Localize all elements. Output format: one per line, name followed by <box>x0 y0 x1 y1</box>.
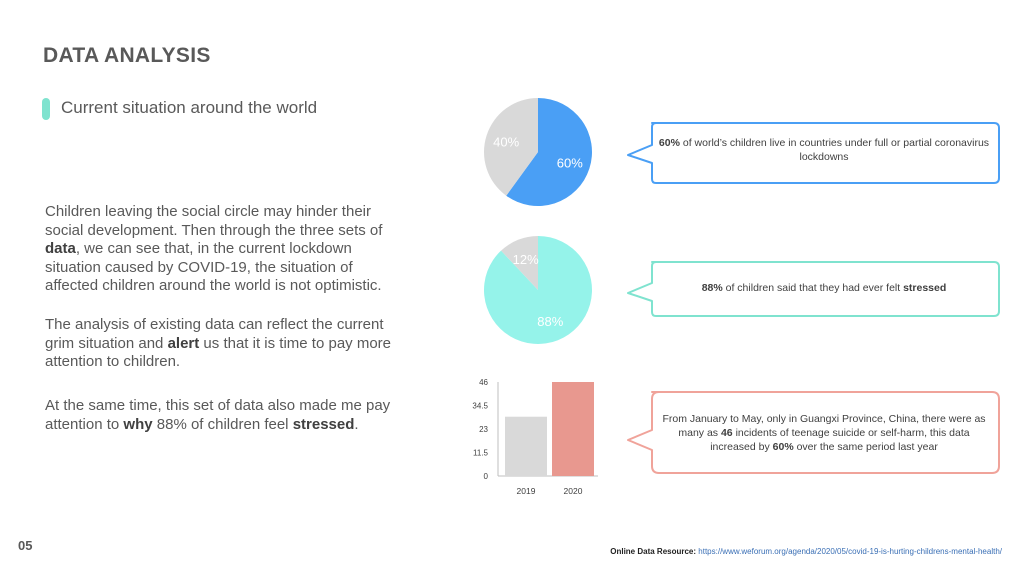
slide-number: 05 <box>18 538 33 553</box>
paragraph-intro: Children leaving the social circle may hinder their social development. Then through the three sets of data, we can see that, in the current lockdown situation caused by COVID-19, the situation of affected children around the world is not optimistic. <box>45 203 383 294</box>
source-label: Online Data Resource: <box>610 547 697 556</box>
pie1-slice-label-1: 40% <box>493 134 520 150</box>
bar-y-tick-label-0: 0 <box>483 472 488 481</box>
bar-y-tick-label-1: 11.5 <box>473 448 488 458</box>
bar-y-tick-label-4: 46 <box>479 378 488 387</box>
callout-text-lockdown: 60% of world’s children live in countries under full or partial coronavirus lockdowns <box>658 137 990 163</box>
pie-chart-stressed <box>480 232 596 348</box>
callout-text-incidents: From January to May, only in Guangxi Province, China, there were as many as 46 incidents of teenage suicide or self-harm, this data increased by 60% over the same period last year <box>662 413 986 453</box>
subtitle-accent-bar <box>42 98 50 120</box>
bar-2019 <box>505 417 547 476</box>
bar-x-tick-label-0: 2019 <box>516 486 536 496</box>
bar-x-tick-label-1: 2020 <box>563 486 583 496</box>
source-link[interactable]: https://www.weforum.org/agenda/2020/05/covid-19-is-hurting-childrens-mental-health/ <box>698 547 1002 556</box>
section-subtitle: Current situation around the world <box>61 98 318 117</box>
page-title: DATA ANALYSIS <box>43 44 211 67</box>
bar-2020 <box>552 382 594 476</box>
paragraph-conclusion: At the same time, this set of data also made me pay attention to why 88% of children feel stressed. <box>45 397 391 433</box>
pie1-slice-label-0: 60% <box>556 155 583 171</box>
pie2-slice-label-0: 88% <box>537 314 564 330</box>
bar-y-tick-label-2: 23 <box>479 425 488 434</box>
pie-chart-lockdown <box>480 94 596 210</box>
bar-chart-incidents <box>458 372 598 502</box>
callout-text-stressed: 88% of children said that they had ever felt stressed <box>701 282 947 294</box>
paragraph-analysis: The analysis of existing data can reflect the current grim situation and alert us that it is time to pay more attention to children. <box>45 316 392 370</box>
bar-y-tick-label-3: 34.5 <box>472 401 488 411</box>
pie2-slice-label-1: 12% <box>512 251 539 267</box>
source-footer <box>610 547 1002 556</box>
